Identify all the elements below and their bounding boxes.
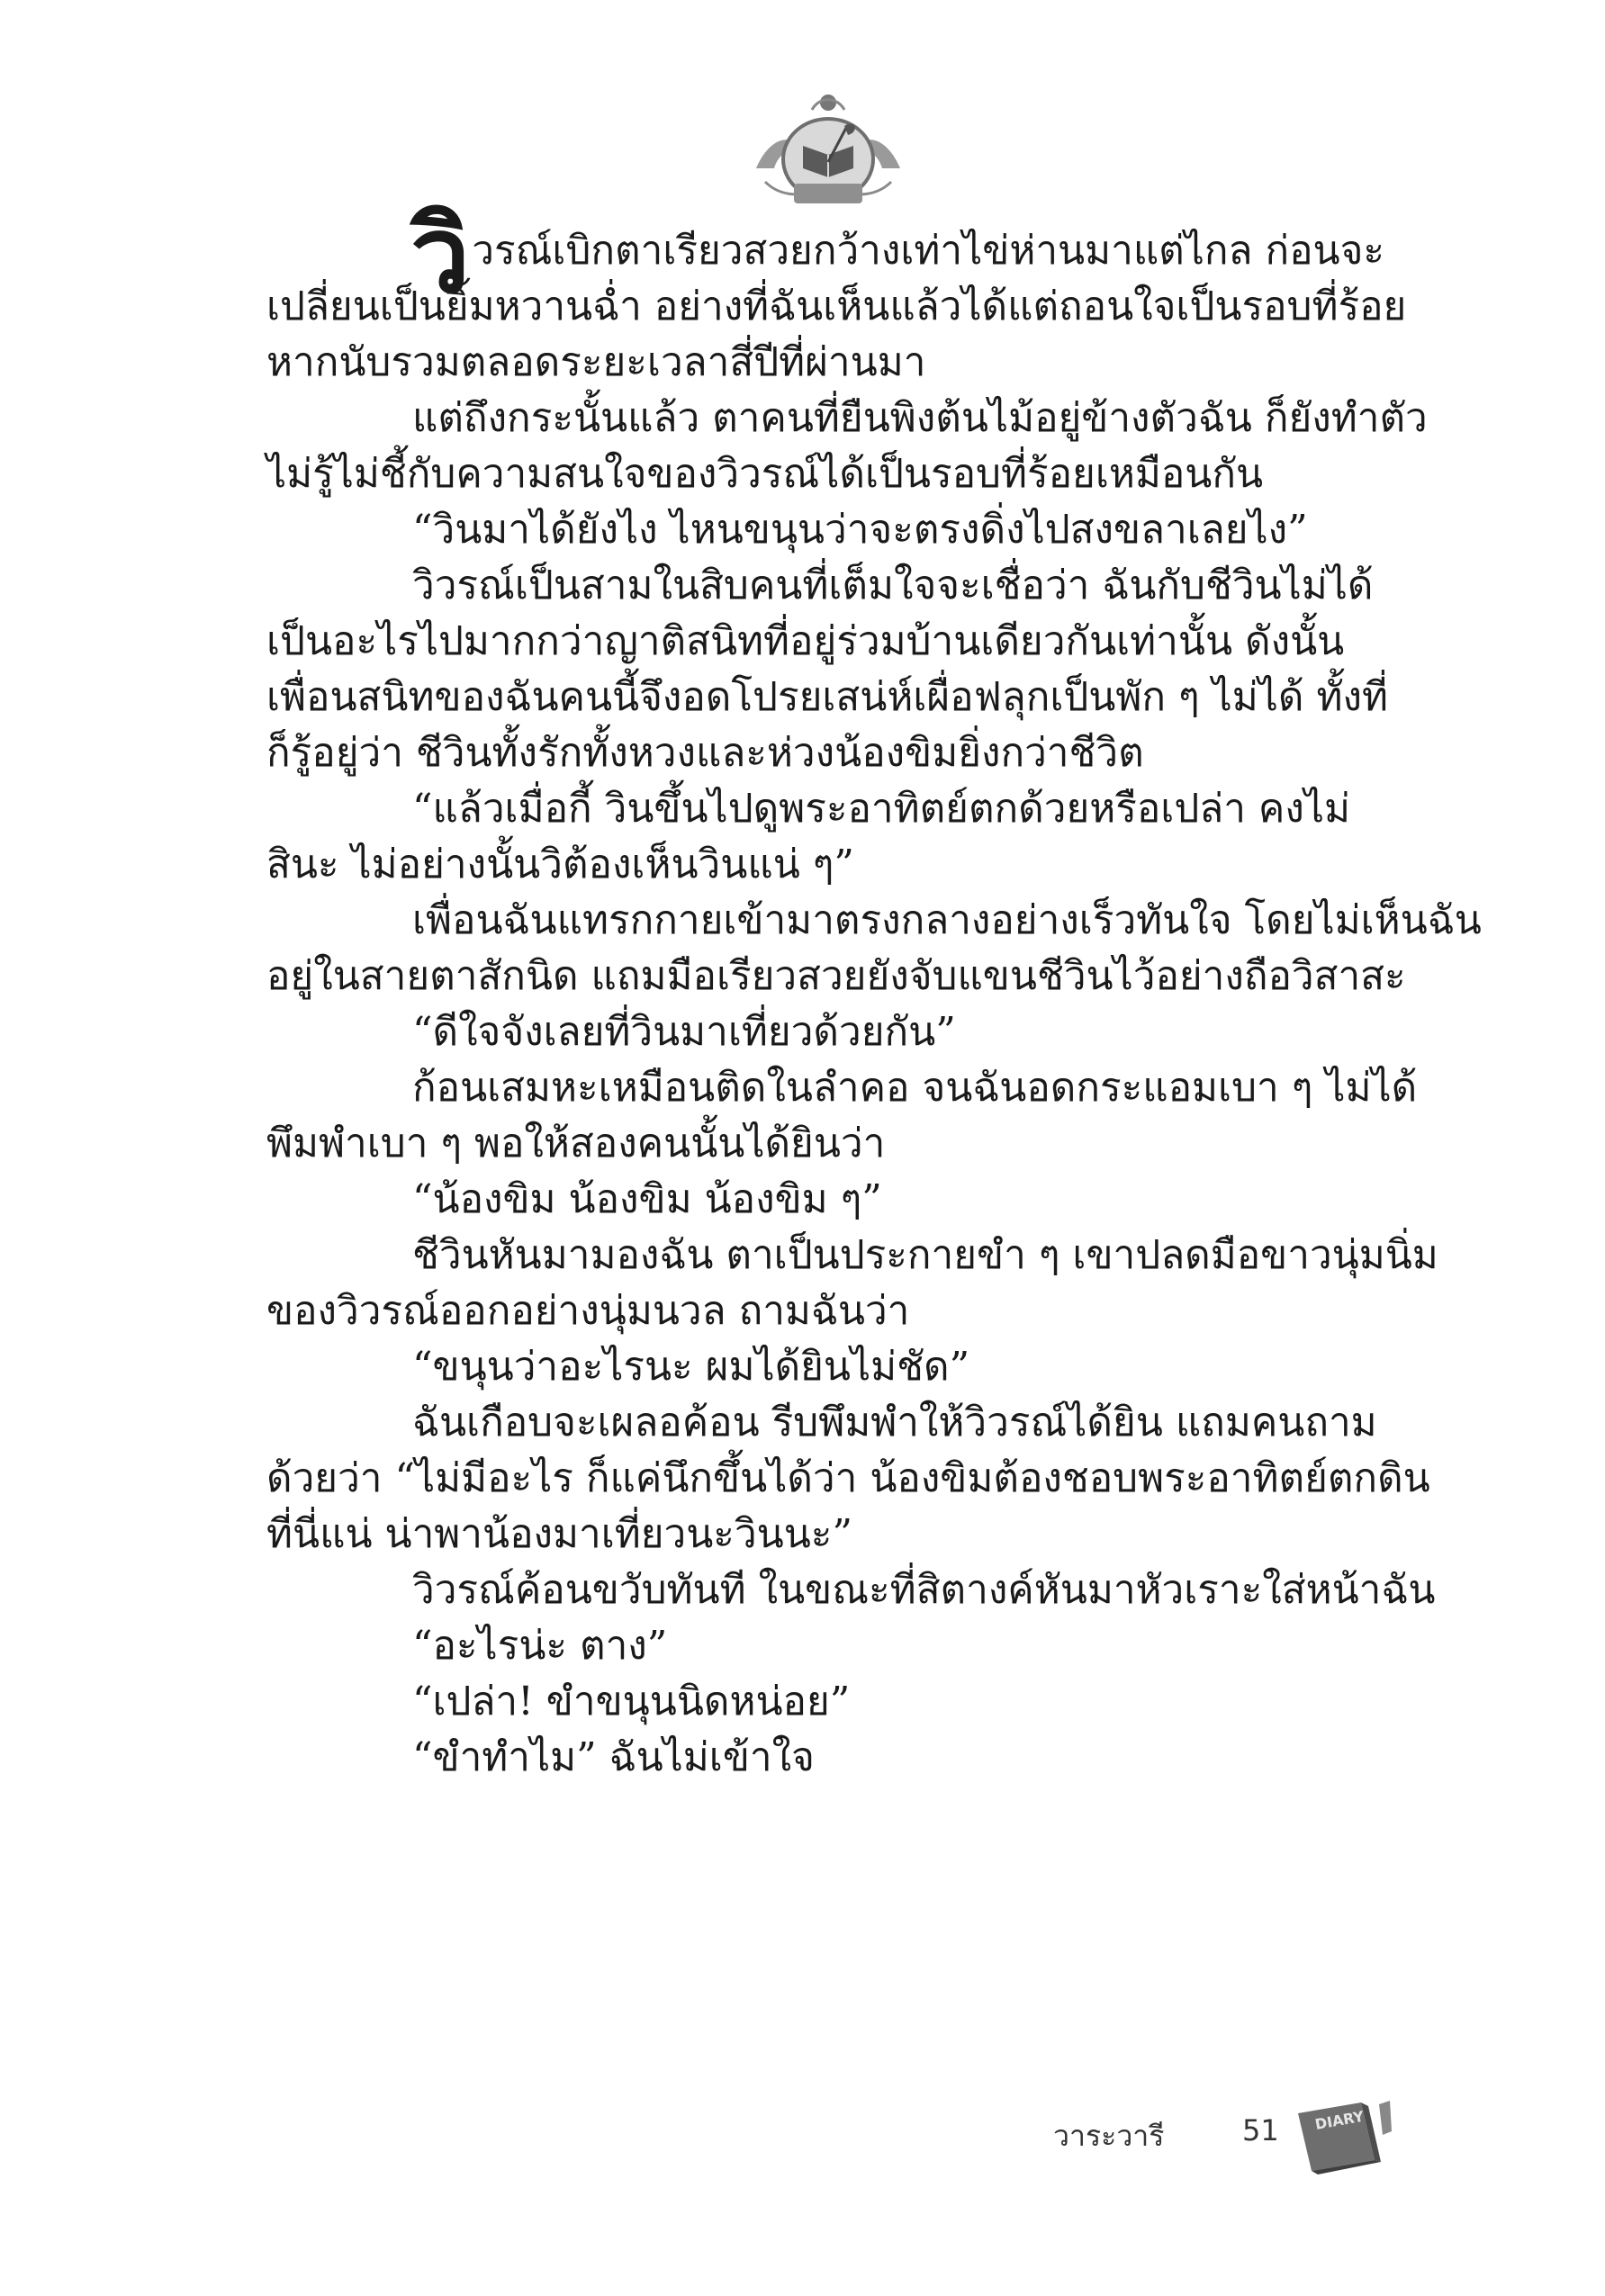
text-line: พึมพำเบา ๆ พอให้สองคนนั้นได้ยินว่า bbox=[266, 1121, 886, 1166]
text-line: ชีวินหันมามองฉัน ตาเป็นประกายขำ ๆ เขาปลดมือขาวนุ่มนิ่ม bbox=[412, 1232, 1438, 1278]
text-line-content: วรณ์เบิกตาเรียวสวยกว้างเท่าไข่ห่านมาแต่ไกล ก่อนจะ bbox=[472, 228, 1385, 274]
text-line: อยู่ในสายตาสักนิด แถมมือเรียวสวยยังจับแขนชีวินไว้อย่างถือวิสาสะ bbox=[266, 953, 1406, 999]
page-footer bbox=[1053, 2095, 1431, 2176]
text-line: หากนับรวมตลอดระยะเวลาสี่ปีที่ผ่านมา bbox=[266, 339, 926, 385]
text-line: “ขำทำไม” ฉันไม่เข้าใจ bbox=[412, 1734, 815, 1780]
text-line: “เปล่า! ขำขนุนนิดหน่อย” bbox=[412, 1679, 851, 1724]
book-title: วาระวารี bbox=[1053, 2119, 1165, 2153]
diary-label: DIARY bbox=[1313, 2107, 1366, 2133]
text-line: “ขนุนว่าอะไรนะ ผมได้ยินไม่ชัด” bbox=[412, 1344, 970, 1390]
body-text bbox=[266, 192, 1482, 1786]
text-line: ไม่รู้ไม่ชี้กับความสนใจของวิวรณ์ได้เป็นรอบที่ร้อยเหมือนกัน bbox=[266, 451, 1264, 497]
text-line: ด้วยว่า “ไม่มีอะไร ก็แค่นึกขึ้นได้ว่า น้องขิมต้องชอบพระอาทิตย์ตกดิน bbox=[266, 1455, 1430, 1501]
ornament-emblem-icon bbox=[738, 83, 918, 218]
text-line: ก็รู้อยู่ว่า ชีวินทั้งรักทั้งหวงและห่วงน้องขิมยิ่งกว่าชีวิต bbox=[266, 730, 1144, 776]
text-line: เพื่อนฉันแทรกกายเข้ามาตรงกลางอย่างเร็วทันใจ โดยไม่เห็นฉัน bbox=[412, 897, 1482, 943]
drop-cap: วิ bbox=[410, 192, 471, 317]
text-line: “อะไรน่ะ ตาง” bbox=[412, 1623, 668, 1669]
text-line: วิวรณ์เป็นสามในสิบคนที่เต็มใจจะเชื่อว่า ฉันกับชีวินไม่ได้ bbox=[412, 563, 1374, 608]
text-line: ก้อนเสมหะเหมือนติดในลำคอ จนฉันอดกระแอมเบา ๆ ไม่ได้ bbox=[412, 1065, 1418, 1111]
text-line: ฉันเกือบจะเผลอค้อน รีบพึมพำให้วิวรณ์ได้ยิน แถมคนถาม bbox=[412, 1400, 1377, 1445]
text-line: เปลี่ยนเป็นยิ้มหวานฉ่ำ อย่างที่ฉันเห็นแล้วได้แต่ถอนใจเป็นรอบที่ร้อย bbox=[266, 284, 1407, 329]
text-line: “แล้วเมื่อกี้ วินขึ้นไปดูพระอาทิตย์ตกด้วยหรือเปล่า คงไม่ bbox=[412, 786, 1350, 832]
text-line: “ดีใจจังเลยที่วินมาเที่ยวด้วยกัน” bbox=[412, 1009, 956, 1055]
text-line: เพื่อนสนิทของฉันคนนี้จึงอดโปรยเสน่ห์เผื่อฟลุกเป็นพัก ๆ ไม่ได้ ทั้งที่ bbox=[266, 674, 1388, 720]
text-line: “วินมาได้ยังไง ไหนขนุนว่าจะตรงดิ่งไปสงขลาเลยไง” bbox=[412, 507, 1308, 553]
text-line: ที่นี่แน่ น่าพาน้องมาเที่ยวนะวินนะ” bbox=[266, 1511, 852, 1557]
text-line: “น้องขิม น้องขิม น้องขิม ๆ” bbox=[412, 1176, 882, 1222]
text-line: วิวรณ์ค้อนขวับทันที ในขณะที่สิตางค์หันมาหัวเราะใส่หน้าฉัน bbox=[412, 1567, 1436, 1613]
text-line: แต่ถึงกระนั้นแล้ว ตาคนที่ยืนพิงต้นไม้อยู่ข้างตัวฉัน ก็ยังทำตัว bbox=[412, 395, 1428, 441]
text-line: เป็นอะไรไปมากกว่าญาติสนิทที่อยู่ร่วมบ้านเดียวกันเท่านั้น ดังนั้น bbox=[266, 618, 1345, 664]
text-line: สินะ ไม่อย่างนั้นวิต้องเห็นวินแน่ ๆ” bbox=[266, 842, 854, 887]
diary-book-icon bbox=[1289, 2095, 1397, 2176]
text-line: ของวิวรณ์ออกอย่างนุ่มนวล ถามฉันว่า bbox=[266, 1288, 910, 1334]
page-number: 51 bbox=[1242, 2113, 1279, 2147]
